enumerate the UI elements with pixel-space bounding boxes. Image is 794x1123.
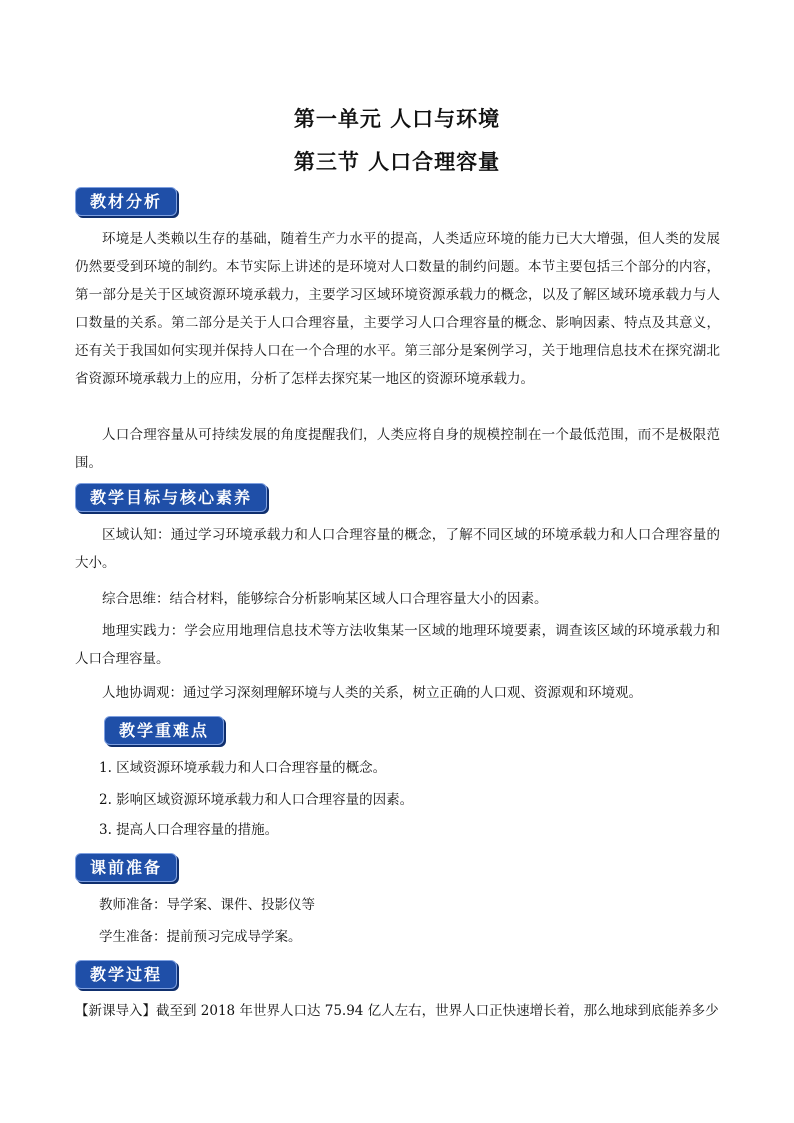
section-title: 第三节 人口合理容量 <box>293 149 501 174</box>
objective-item: 地理实践力：学会应用地理信息技术等方法收集某一区域的地理环境要素，调查该区域的环境承载力和人口合理容量。 <box>75 623 720 667</box>
preparation-item: 教师准备：导学案、课件、投影仪等 <box>99 897 315 913</box>
section-badge-preparation: 课前准备 <box>75 853 177 882</box>
section-badge-process: 教学过程 <box>75 960 177 989</box>
section-badge-analysis: 教材分析 <box>75 187 177 216</box>
process-intro: 【新课导入】截至到 2018 年世界人口达 75.94 亿人左右，世界人口正快速增长着，那么地球到底能养多少 <box>75 1003 719 1019</box>
objective-item: 人地协调观：通过学习深刻理解环境与人类的关系，树立正确的人口观、资源观和环境观。 <box>102 685 642 701</box>
key-point-item: 2. 影响区域资源环境承载力和人口合理容量的因素。 <box>99 792 414 808</box>
objective-item: 区域认知：通过学习环境承载力和人口合理容量的概念，了解不同区域的环境承载力和人口合理容量的大小。 <box>75 527 720 571</box>
preparation-item: 学生准备：提前预习完成导学案。 <box>99 929 302 945</box>
objective-item: 综合思维：结合材料，能够综合分析影响某区域人口合理容量大小的因素。 <box>102 591 548 607</box>
analysis-paragraph-2: 人口合理容量从可持续发展的角度提醒我们，人类应将自身的规模控制在一个最低范围，而不是极限范围。 <box>75 427 720 471</box>
analysis-paragraph-1: 环境是人类赖以生存的基础，随着生产力水平的提高，人类适应环境的能力已大大增强，但人类的发展仍然要受到环境的制约。本节实际上讲述的是环境对人口数量的制约问题。本节主要包括三个部分的内容，第一部分是关于区域资源环境承载力，主要学习区域环境资源承载力的概念，以及了解区域环境承载力与人口数量的关系。第二部分是关于人口合理容量，主要学习人口合理容量的概念、影响因素、特点及其意义，还有关于我国如何实现并保持人口在一个合理的水平。第三部分是案例学习，关于地理信息技术在探究湖北省资源环境承载力上的应用，分析了怎样去探究某一地区的资源环境承载力。 <box>75 231 720 387</box>
key-point-item: 1. 区域资源环境承载力和人口合理容量的概念。 <box>99 760 387 776</box>
unit-title: 第一单元 人口与环境 <box>293 106 501 131</box>
section-badge-objectives: 教学目标与核心素养 <box>75 483 267 512</box>
section-badge-key-points: 教学重难点 <box>104 716 224 745</box>
key-point-item: 3. 提高人口合理容量的措施。 <box>99 822 279 838</box>
